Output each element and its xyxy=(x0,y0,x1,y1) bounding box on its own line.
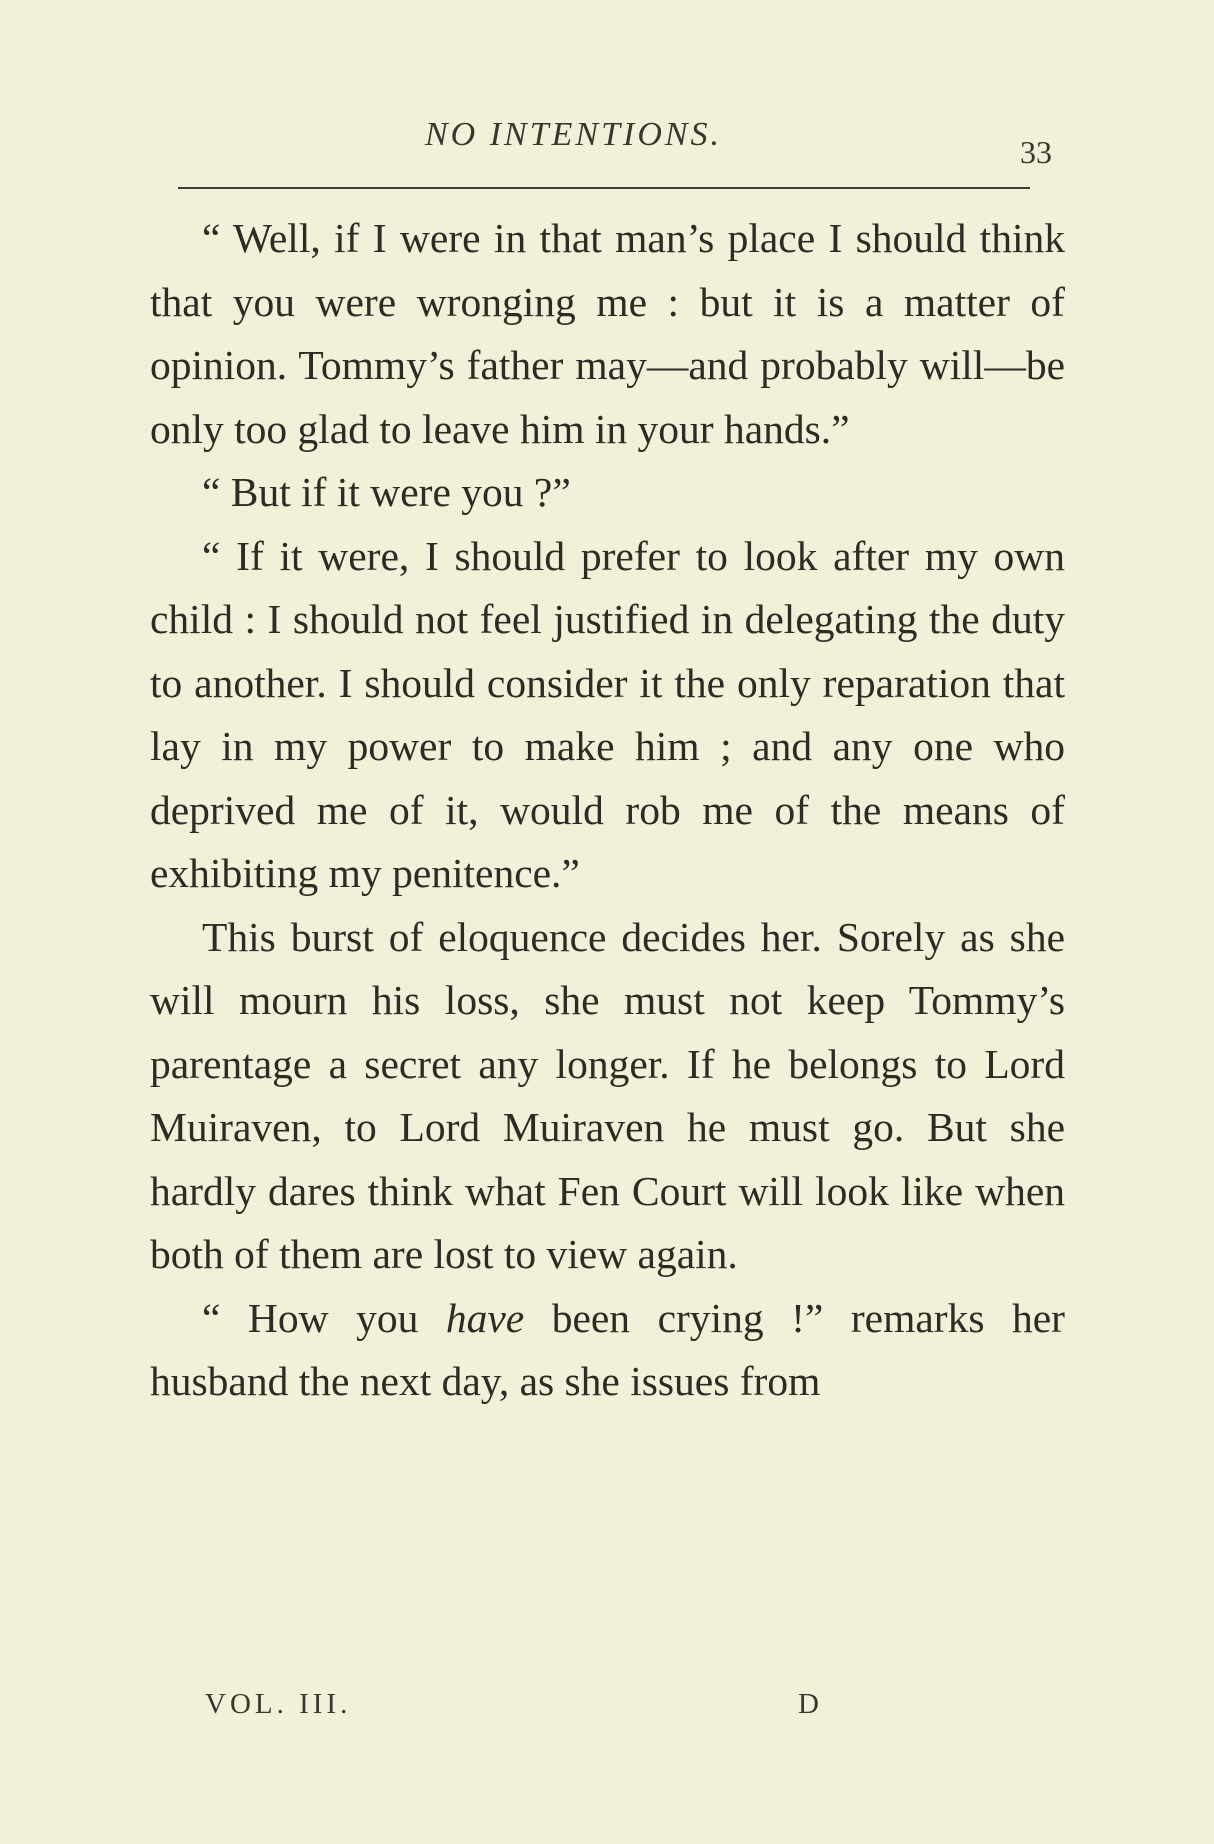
paragraph-4: This burst of eloquence decides her. Sorely as she will mourn his loss, she must not keep Tommy’s parentage a secret any longer. If he belongs to Lord Muiraven, to Lord Muiraven he must go. But she hardly dares think what Fen Court will look like when both of them are lost to view again. xyxy=(150,913,1065,1277)
paragraph-5-end: been crying !” remarks her husband the next day, as she issues from xyxy=(150,1294,1065,1404)
paragraph-5 xyxy=(150,1287,1065,1414)
paragraph-2: “ But if it were you ?” xyxy=(202,469,571,515)
signature-mark: D xyxy=(798,1688,819,1720)
running-title: NO INTENTIONS. xyxy=(425,116,723,153)
header-rule xyxy=(178,187,1030,189)
page-footer xyxy=(205,1688,905,1738)
paragraph-5-italic: have xyxy=(445,1294,525,1341)
page-number: 33 xyxy=(1020,134,1052,170)
running-head xyxy=(180,116,1052,176)
paragraph-5-start: “ How you xyxy=(202,1294,446,1341)
volume-label: VOL. III. xyxy=(205,1688,352,1720)
paragraph-1: “ Well, if I were in that man’s place I should think that you were wronging me : but it is a matter of opinion. Tommy’s father may—and probably will—be only too glad to leave him in your hands.” xyxy=(150,215,1065,452)
body-text xyxy=(150,207,1065,1414)
paragraph-3: “ If it were, I should prefer to look after my own child : I should not feel justified in delegating the duty to another. I should consider it the only reparation that lay in my power to make him ; and any one who deprived me of it, would rob me of the means of exhibiting my penitence.” xyxy=(150,532,1065,896)
